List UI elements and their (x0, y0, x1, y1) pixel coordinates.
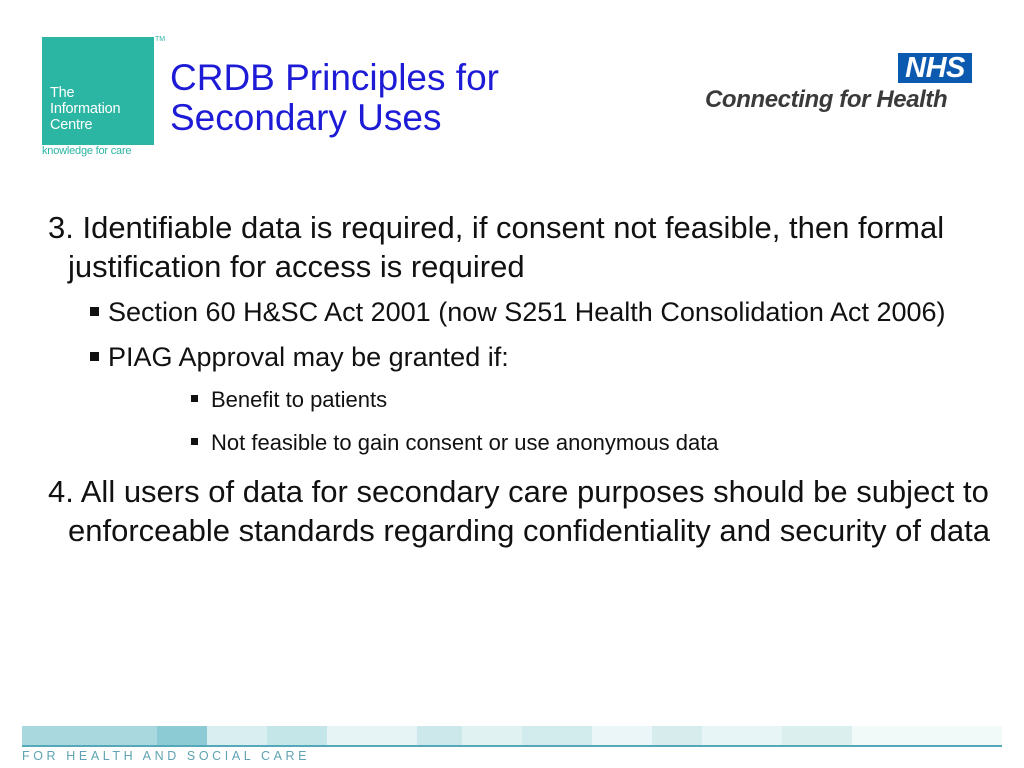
trademark-mark: TM (155, 36, 166, 43)
square-bullet-icon (90, 307, 99, 316)
footer-text: FOR HEALTH AND SOCIAL CARE (22, 749, 311, 763)
information-centre-logo (42, 36, 166, 163)
point-3-sub-2-text: PIAG Approval may be granted if: (108, 342, 509, 372)
point-3-sub-2-b-text: Not feasible to gain consent or use anonymous data (211, 430, 719, 455)
point-4: 4. All users of data for secondary care purposes should be subject to enforceable standards regarding confidentiality and security of data (48, 474, 990, 548)
connecting-for-health-text: Connecting for Health (705, 86, 948, 113)
square-bullet-icon (90, 352, 99, 361)
point-3-sub-1 (108, 296, 1008, 329)
point-3-sub-2-b (211, 429, 1008, 456)
slide-content (48, 208, 1008, 560)
logo-text (50, 85, 120, 133)
nhs-badge: NHS (898, 53, 972, 83)
logo-line-2: Information (50, 101, 121, 117)
slide-title (170, 58, 499, 138)
logo-tagline: knowledge for care (42, 145, 132, 157)
point-3-sub-2 (108, 341, 1008, 374)
title-line-2: Secondary Uses (170, 97, 442, 138)
logo-line-1: The (50, 85, 75, 101)
logo-line-3: Centre (50, 117, 93, 133)
point-3-sub-1-text: Section 60 H&SC Act 2001 (now S251 Health Consolidation Act 2006) (108, 297, 946, 327)
point-3-sub-2-a (211, 386, 1008, 413)
square-bullet-icon (191, 395, 198, 402)
footer-color-band (22, 726, 1002, 746)
point-3-sub-2-a-text: Benefit to patients (211, 387, 388, 412)
nhs-connecting-for-health-logo (705, 50, 975, 120)
square-bullet-icon (191, 438, 198, 445)
logo-box (42, 37, 154, 145)
footer-divider (22, 745, 1002, 747)
title-line-1: CRDB Principles for (170, 57, 499, 98)
point-3: 3. Identifiable data is required, if consent not feasible, then formal justification for access is required (48, 210, 945, 284)
